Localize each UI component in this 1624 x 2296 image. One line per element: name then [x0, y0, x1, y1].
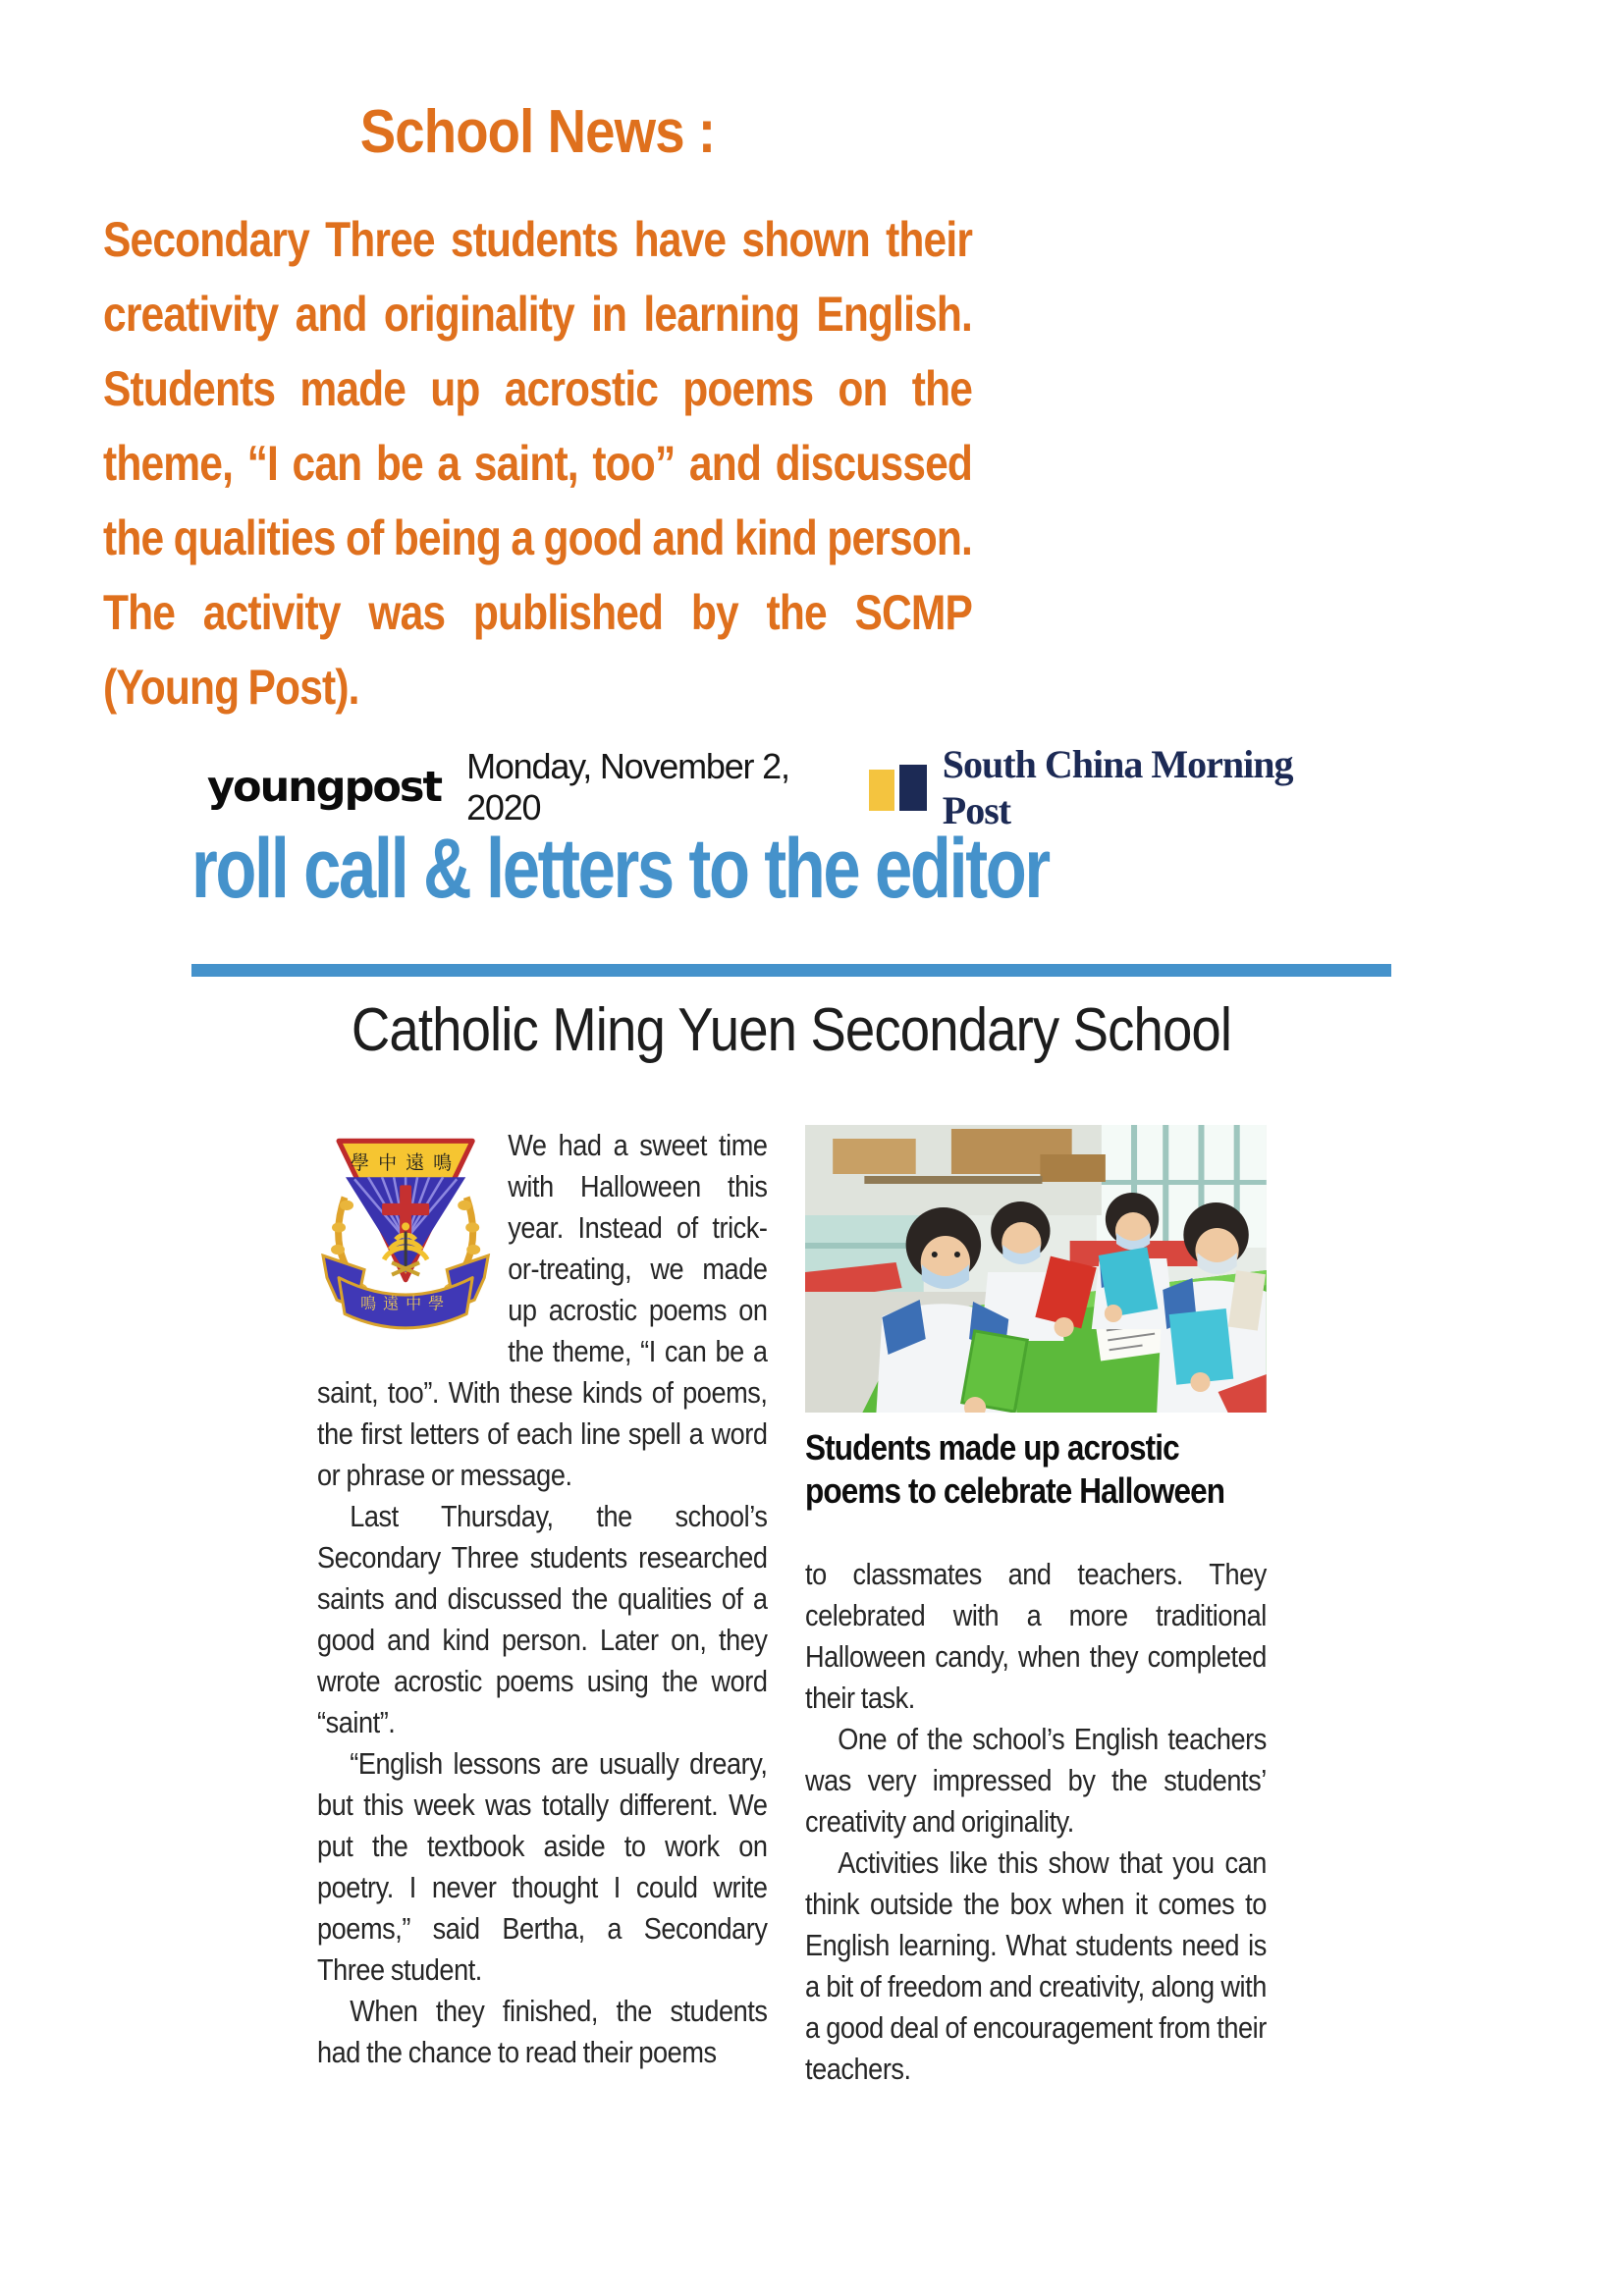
students-photo-illustration — [805, 1125, 1267, 1413]
left-column — [317, 1125, 768, 2073]
scmp-logo-icon — [869, 765, 927, 811]
intro-paragraph: Secondary Three students have shown their creativity and originality in learning English. Students made up acrostic poems on the theme, “I can be a saint, too” and discussed the qualities of being a good and kind person. The activity was published by the SCMP (Young Post). — [103, 212, 973, 715]
photo-caption: Students made up acrostic poems to celebrate Halloween — [805, 1427, 1225, 1511]
newspaper-clipping — [191, 742, 1391, 2162]
article-paragraph: “English lessons are usually dreary, but this week was totally different. We put the textbook aside to work on poetry. I never thought I could write poems,” said Bertha, a Secondary Three student. — [317, 1746, 768, 1987]
article-paragraph: Last Thursday, the school’s Secondary Three students researched saints and discussed the qualities of a good and kind person. Later on, they wrote acrostic poems using the word “saint”. — [317, 1499, 768, 1739]
school-crest — [317, 1127, 494, 1333]
right-column — [805, 1125, 1267, 2090]
article-paragraph: When they finished, the students had the chance to read their poems — [317, 1994, 768, 2069]
page-title: School News : — [359, 98, 716, 166]
scmp-name: South China Morning Post — [942, 742, 1293, 832]
school-crest-icon — [317, 1127, 494, 1333]
divider-rule — [191, 964, 1391, 977]
article-paragraph: We had a sweet time with Halloween this year. Instead of trick-or-treating, we made up acrostic poems on the theme, “I can be a saint, too”. With these kinds of poems, the first letters of each line spell a word or phrase or message. — [317, 1128, 768, 1492]
right-column-text — [805, 1554, 1267, 2090]
youngpost-logo: youngpost — [207, 763, 442, 812]
masthead — [191, 742, 1391, 832]
crest-ribbon-text: 鳴遠中學 — [360, 1295, 452, 1313]
scmp-brand — [869, 741, 1366, 833]
section-title: roll call & letters to the editor — [191, 822, 1049, 916]
article-paragraph: to classmates and teachers. They celebrated with a more traditional Halloween candy, when they completed their task. — [805, 1557, 1267, 1715]
issue-date: Monday, November 2, 2020 — [466, 746, 789, 828]
article-photo — [805, 1125, 1267, 1413]
scmp-yellow-square — [869, 770, 894, 811]
crest-band-text: 學中遠鳴 — [351, 1152, 461, 1175]
scmp-navy-square — [899, 765, 927, 811]
article-headline: Catholic Ming Yuen Secondary School — [351, 996, 1232, 1064]
article-paragraph: Activities like this show that you can think outside the box when it comes to English learning. What students need is a bit of freedom and creativity, along with a good deal of encouragement from their teachers. — [805, 1845, 1267, 2086]
article-paragraph: One of the school’s English teachers was very impressed by the students’ creativity and originality. — [805, 1722, 1267, 1839]
